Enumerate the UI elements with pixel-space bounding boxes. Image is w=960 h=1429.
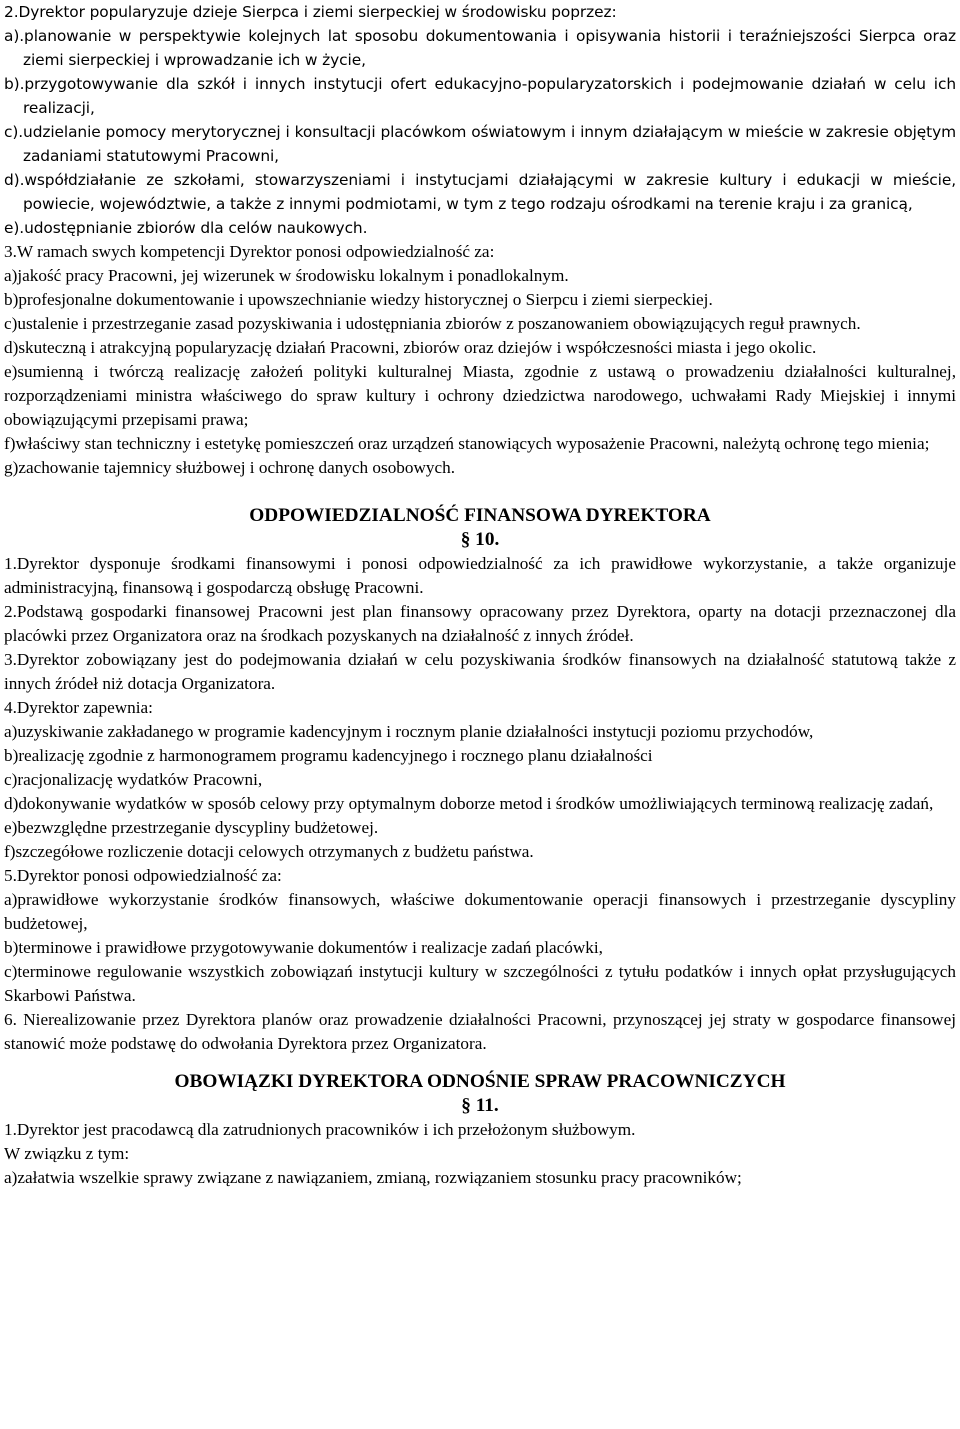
item-3-d: d)skuteczną i atrakcyjną popularyzację działań Pracowni, zbiorów oraz dziejów i współczesności miasta i jego okolic. <box>4 338 817 357</box>
section-10-p4-a: a)uzyskiwanie zakładanego w programie kadencyjnym i rocznym planie działalności instytucji poziomu przychodów, <box>4 722 814 741</box>
section-11-heading: OBOWIĄZKI DYREKTORA ODNOŚNIE SPRAW PRACOWNICZYCH <box>174 1071 786 1092</box>
section-10-p4-c: c)racjonalizację wydatków Pracowni, <box>4 770 263 789</box>
item-3-intro: 3.W ramach swych kompetencji Dyrektor ponosi odpowiedzialność za: <box>4 242 495 261</box>
item-3-f: f)właściwy stan techniczny i estetykę pomieszczeń oraz urządzeń stanowiących wyposażenie Pracowni, należytą ochronę tego mienia; <box>4 434 930 453</box>
item-2-a: a).planowanie w perspektywie kolejnych lat sposobu dokumentowania i opisywania historii i teraźniejszości Sierpca oraz ziemi sierpeckiej i wprowadzanie ich w życie, <box>4 27 956 69</box>
section-10-p4-intro: 4.Dyrektor zapewnia: <box>4 698 153 717</box>
section-10-p4-d: d)dokonywanie wydatków w sposób celowy przy optymalnym doborze metod i środków umożliwiających terminową realizację zadań, <box>4 794 934 813</box>
section-10 <box>4 504 956 1056</box>
section-10-p6: 6. Nierealizowanie przez Dyrektora planów oraz prowadzenie działalności Pracowni, przynoszącej jej straty w gospodarce finansowej stanowić może podstawę do odwołania Dyrektora przez Organizatora. <box>4 1010 956 1053</box>
section-10-p4-f: f)szczegółowe rozliczenie dotacji celowych otrzymanych z budżetu państwa. <box>4 842 534 861</box>
item-3-e: e)sumienną i twórczą realizację założeń polityki kulturalnej Miasta, zgodnie z ustawą o prowadzeniu działalności kulturalnej, rozporządzeniami ministra właściwego do spraw kultury i ochrony dziedzictwa narodowego, uchwałami Rady Miejskiej i innymi obowiązującymi przepisami prawa; <box>4 362 956 429</box>
spacer <box>4 480 956 504</box>
section-11-p1-a: a)załatwia wszelkie sprawy związane z nawiązaniem, zmianą, rozwiązaniem stosunku pracy pracowników; <box>4 1168 742 1187</box>
section-11 <box>4 1070 956 1190</box>
section-10-heading: ODPOWIEDZIALNOŚĆ FINANSOWA DYREKTORA <box>249 505 711 526</box>
section-11-p1-intro: W związku z tym: <box>4 1144 130 1163</box>
item-3-g: g)zachowanie tajemnicy służbowej i ochronę danych osobowych. <box>4 458 456 477</box>
section-11-p1: 1.Dyrektor jest pracodawcą dla zatrudnionych pracowników i ich przełożonym służbowym. <box>4 1120 636 1139</box>
item-2-b: b).przygotowywanie dla szkół i innych instytucji ofert edukacyjno-popularyzatorskich i podejmowanie działań w celu ich realizacji, <box>4 75 956 117</box>
item-3-c: c)ustalenie i przestrzeganie zasad pozyskiwania i udostępniania zbiorów z poszanowaniem obowiązujących reguł prawnych. <box>4 314 861 333</box>
item-2-e: e).udostępnianie zbiorów dla celów naukowych. <box>4 219 368 237</box>
section-10-p5-a: a)prawidłowe wykorzystanie środków finansowych, właściwe dokumentowanie operacji finansowych i przestrzeganie dyscypliny budżetowej, <box>4 890 956 933</box>
section-10-p3: 3.Dyrektor zobowiązany jest do podejmowania działań w celu pozyskiwania środków finansowych na działalność statutową także z innych źródeł niż dotacja Organizatora. <box>4 650 956 693</box>
section-10-p1: 1.Dyrektor dysponuje środkami finansowymi i ponosi odpowiedzialność za ich prawidłowe wykorzystanie, a także organizuje administracyjną, finansową i gospodarczą obsługę Pracowni. <box>4 554 956 597</box>
section-10-p2: 2.Podstawą gospodarki finansowej Pracowni jest plan finansowy opracowany przez Dyrektora, oparty na dotacji przeznaczonej dla placówki przez Organizatora oraz na środkach pozyskanych na działalność z innych źródeł. <box>4 602 956 645</box>
section-11-number: § 11. <box>461 1095 499 1116</box>
section-10-number: § 10. <box>460 529 500 550</box>
item-3-b: b)profesjonalne dokumentowanie i upowszechnianie wiedzy historycznej o Sierpcu i ziemi sierpeckiej. <box>4 290 713 309</box>
section-10-p4-e: e)bezwzględne przestrzeganie dyscypliny budżetowej. <box>4 818 379 837</box>
item-3-a: a)jakość pracy Pracowni, jej wizerunek w środowisku lokalnym i ponadlokalnym. <box>4 266 569 285</box>
section-9-continued <box>4 0 956 480</box>
item-2-d: d).współdziałanie ze szkołami, stowarzyszeniami i instytucjami działającymi w zakresie kultury i edukacji w mieście, powiecie, województwie, a także z innymi podmiotami, w tym z tego rodzaju ośrodkami na terenie kraju i za granicą, <box>4 171 956 213</box>
section-10-p5-intro: 5.Dyrektor ponosi odpowiedzialność za: <box>4 866 282 885</box>
item-2-intro: 2.Dyrektor popularyzuje dzieje Sierpca i ziemi sierpeckiej w środowisku poprzez: <box>4 3 617 21</box>
section-10-p5-b: b)terminowe i prawidłowe przygotowywanie dokumentów i realizacje zadań placówki, <box>4 938 603 957</box>
item-2-c: c).udzielanie pomocy merytorycznej i konsultacji placówkom oświatowym i innym działającym w mieście w zakresie objętym zadaniami statutowymi Pracowni, <box>4 123 956 165</box>
section-10-p5-c: c)terminowe regulowanie wszystkich zobowiązań instytucji kultury w szczególności z tytułu podatków i innych opłat przysługujących Skarbowi Państwa. <box>4 962 956 1005</box>
section-10-p4-b: b)realizację zgodnie z harmonogramem programu kadencyjnego i rocznego planu działalności <box>4 746 653 765</box>
